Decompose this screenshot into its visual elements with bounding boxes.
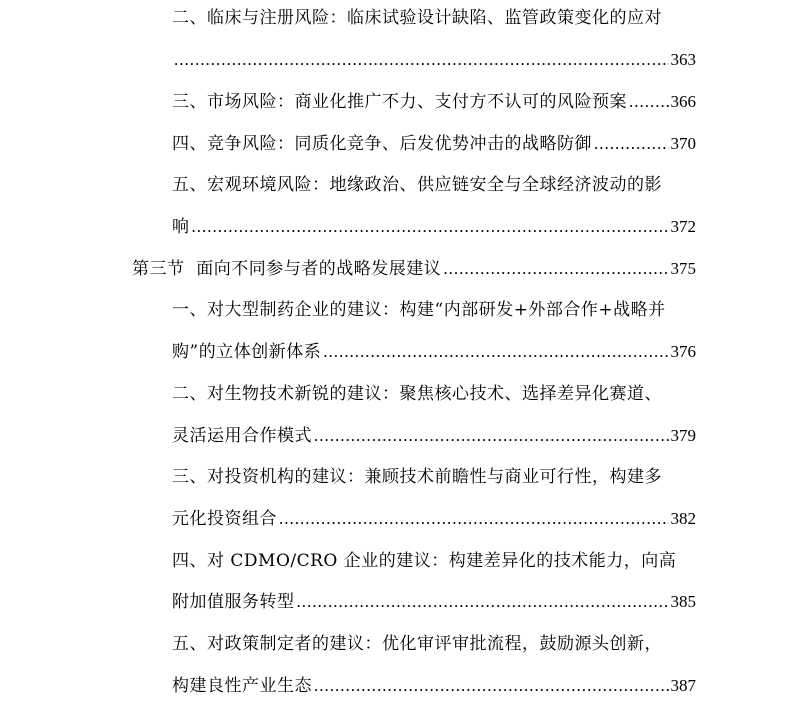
toc-entry-title: 四、竞争风险：同质化竞争、后发优势冲击的战略防御 bbox=[172, 134, 592, 154]
toc-entry-title-cont: 构建良性产业生态 bbox=[172, 676, 312, 696]
dot-leader bbox=[297, 586, 669, 618]
toc-entry-text[interactable] bbox=[172, 461, 696, 493]
toc-entry-title-cont: 附加值服务转型 bbox=[172, 592, 295, 612]
toc-entry-title-cont: 响 bbox=[172, 217, 190, 237]
dot-leader bbox=[443, 253, 668, 285]
dot-leader bbox=[314, 670, 669, 702]
toc-section-entry[interactable] bbox=[132, 253, 696, 285]
toc-entry-leader-line[interactable] bbox=[172, 503, 696, 535]
toc-page-number: 363 bbox=[670, 50, 696, 69]
toc-section-title: 第三节 面向不同参与者的战略发展建议 bbox=[132, 259, 442, 279]
toc-entry-title: 三、对投资机构的建议：兼顾技术前瞻性与商业可行性，构建多 bbox=[172, 467, 662, 487]
toc-page-number: 376 bbox=[670, 342, 696, 361]
toc-entry-leader-line[interactable] bbox=[172, 44, 696, 76]
toc-entry-text[interactable] bbox=[172, 378, 696, 410]
toc-entry-text[interactable] bbox=[172, 628, 696, 660]
dot-leader bbox=[323, 336, 668, 368]
dot-leader bbox=[174, 44, 669, 76]
toc-page-number: 387 bbox=[670, 676, 696, 695]
toc-entry-leader-line[interactable] bbox=[172, 420, 696, 452]
toc-entry-leader-line[interactable] bbox=[172, 336, 696, 368]
toc-entry-title: 一、对大型制药企业的建议：构建“内部研发+外部合作+战略并 bbox=[172, 300, 666, 320]
toc-entry-title-cont: 购”的立体创新体系 bbox=[172, 342, 322, 362]
toc-page-number: 372 bbox=[670, 217, 696, 236]
toc-entry[interactable] bbox=[172, 86, 696, 118]
toc-entry[interactable] bbox=[172, 128, 696, 160]
toc-entry-title: 五、对政策制定者的建议：优化审评审批流程，鼓励源头创新， bbox=[172, 634, 662, 654]
toc-page-number: 375 bbox=[670, 259, 696, 278]
toc-entry-title-cont: 元化投资组合 bbox=[172, 509, 277, 529]
toc-entry-title: 五、宏观环境风险：地缘政治、供应链安全与全球经济波动的影 bbox=[172, 175, 662, 195]
dot-leader bbox=[629, 86, 669, 118]
toc-entry-text[interactable] bbox=[172, 169, 696, 201]
toc-entry-leader-line[interactable] bbox=[172, 670, 696, 702]
toc-entry-leader-line[interactable] bbox=[172, 211, 696, 243]
dot-leader bbox=[594, 128, 669, 160]
toc-page-number: 385 bbox=[670, 592, 696, 611]
toc-page-number: 379 bbox=[670, 426, 696, 445]
toc-entry-text[interactable] bbox=[172, 2, 696, 34]
toc-entry-text[interactable] bbox=[172, 294, 696, 326]
dot-leader bbox=[192, 211, 669, 243]
dot-leader bbox=[314, 420, 669, 452]
toc-entry-title: 四、对 CDMO/CRO 企业的建议：构建差异化的技术能力，向高 bbox=[172, 551, 677, 571]
toc-entry-leader-line[interactable] bbox=[172, 586, 696, 618]
dot-leader bbox=[279, 503, 669, 535]
toc-page-number: 366 bbox=[670, 92, 696, 111]
toc-page-number: 370 bbox=[670, 134, 696, 153]
toc-entry-title-cont: 灵活运用合作模式 bbox=[172, 426, 312, 446]
toc-entry-title: 二、对生物技术新锐的建议：聚焦核心技术、选择差异化赛道、 bbox=[172, 384, 662, 404]
toc-entry-text[interactable] bbox=[172, 545, 696, 577]
toc-entry-title: 三、市场风险：商业化推广不力、支付方不认可的风险预案 bbox=[172, 92, 627, 112]
toc-entry-title: 二、临床与注册风险：临床试验设计缺陷、监管政策变化的应对 bbox=[172, 8, 662, 28]
toc-page-number: 382 bbox=[670, 509, 696, 528]
